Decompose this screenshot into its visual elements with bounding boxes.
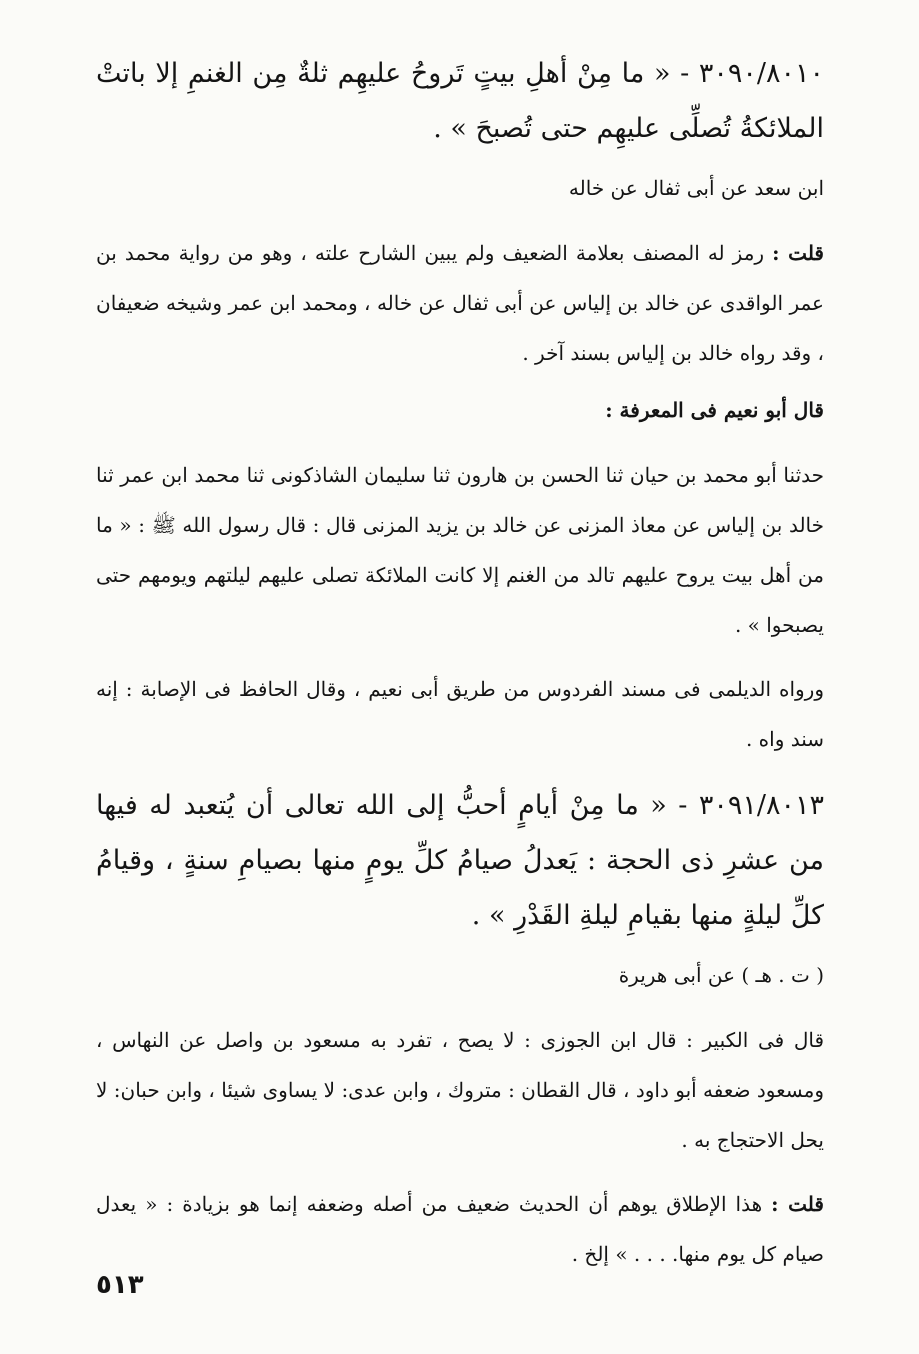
page-body (96, 46, 824, 1293)
hadith-3091-source: ( ت . هـ ) عن أبى هريرة (618, 963, 824, 987)
abu-nuaym-chain: حدثنا أبو محمد بن حيان ثنا الحسن بن هارون ثنا سليمان الشاذكونى ثنا محمد ابن عمر ثنا خالد بن إلياس عن معاذ المزنى عن خالد بن يزيد المزنى قال : قال رسول الله ﷺ : « ما من أهل بيت يروح عليهم تالد من الغنم إلا كانت الملائكة تصلى عليهم ليلتهم ويومهم حتى يصبحوا » . (96, 463, 824, 637)
commentary-text: هذا الإطلاق يوهم أن الحديث ضعيف من أصله وضعفه إنما هو بزيادة : « يعدل صيام كل يوم منها. . . . » إلخ . (96, 1192, 824, 1266)
commentary-label: قلت : (771, 1192, 824, 1216)
hadith-3090-source: ابن سعد عن أبى ثفال عن خاله (568, 176, 824, 200)
kabir-note: قال فى الكبير : قال ابن الجوزى : لا يصح ، تفرد به مسعود بن واصل عن النهاس ، ومسعود ضعفه أبو داود ، قال القطان : متروك ، وابن عدى: لا يساوى شيئا ، وابن حبان: لا يحل الاحتجاج به . (96, 1028, 824, 1152)
commentary-text: رمز له المصنف بعلامة الضعيف ولم يبين الشارح علته ، وهو من رواية محمد بن عمر الواقدى عن خالد بن إلياس عن أبى ثفال عن خاله ، ومحمد ابن عمر وشيخه ضعيفان ، وقد رواه خالد بن إلياس بسند آخر . (96, 241, 824, 365)
abu-nuaym-heading: قال أبو نعيم فى المعرفة : (605, 398, 824, 422)
hadith-3091: ٣٠٩١/٨٠١٣ - « ما مِنْ أيامٍ أحبُّ إلى الله تعالى أن يُتعبد له فيها من عشرِ ذى الحجة : يَعدلُ صيامُ كلِّ يومٍ منها بصيامِ سنةٍ ، وقيامُ كلِّ ليلةٍ منها بقيامِ ليلةِ القَدْرِ » . (96, 790, 824, 931)
page-number: ٥١٣ (96, 1270, 144, 1300)
commentary-label: قلت : (772, 241, 824, 265)
hadith-3091-commentary (96, 1179, 824, 1279)
hadith-3090: ٣٠٩٠/٨٠١٠ - « ما مِنْ أهلِ بيتٍ تَروحُ عليهِم ثلةٌ مِن الغنمِ إلا باتتْ الملائكةُ تُصلِّى عليهِم حتى تُصبحَ » . (96, 58, 824, 144)
hadith-3090-commentary (96, 228, 824, 378)
daylami-note: ورواه الديلمى فى مسند الفردوس من طريق أبى نعيم ، وقال الحافظ فى الإصابة : إنه سند واه . (96, 677, 824, 751)
